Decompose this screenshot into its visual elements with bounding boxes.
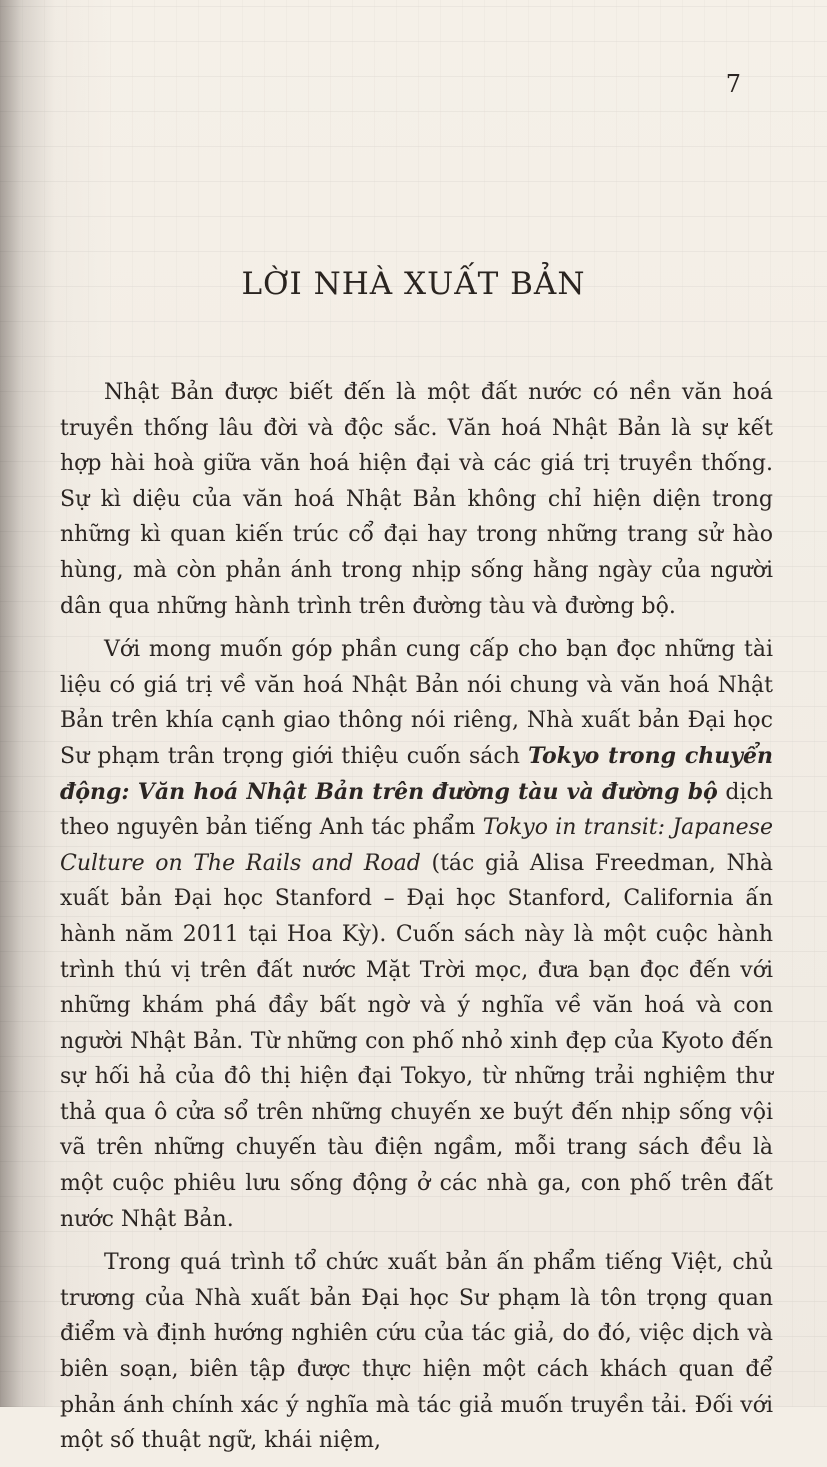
page-number: 7 [725,70,741,98]
page-title: LỜI NHÀ XUẤT BẢN [241,266,586,302]
paragraph-3: Trong quá trình tổ chức xuất bản ấn phẩm tiếng Việt, chủ trương của Nhà xuất bản Đại học Sư phạm là tôn trọng quan điểm và định hướng nghiên cứu của tác giả, do đó, việc dịch và biên soạn, biên tập được thực hiện một cách khách quan để phản ánh chính xác ý nghĩa mà tác giả muốn truyền tải. Đối với một số thuật ngữ, khái niệm, [60,1250,773,1454]
body-text [60,375,773,1467]
paragraph-2-part-2: dịch theo nguyên bản tiếng Anh tác phẩm [60,779,773,841]
paragraph-1: Nhật Bản được biết đến là một đất nước có nền văn hoá truyền thống lâu đời và độc sắc. Văn hoá Nhật Bản là sự kết hợp hài hoà giữa văn hoá hiện đại và các giá trị truyền thống. Sự kì diệu của văn hoá Nhật Bản không chỉ hiện diện trong những kì quan kiến trúc cổ đại hay trong những trang sử hào hùng, mà còn phản ánh trong nhịp sống hằng ngày của người dân qua những hành trình trên đường tàu và đường bộ. [60,380,773,619]
vietnamese-book-title: Tokyo trong chuyển động: Văn hoá Nhật Bản trên đường tàu và đường bộ [60,742,773,805]
paragraph-2-part-1: Với mong muốn góp phần cung cấp cho bạn đọc những tài liệu có giá trị về văn hoá Nhật Bản nói chung và văn hoá Nhật Bản trên khía cạnh giao thông nói riêng, Nhà xuất bản Đại học Sư phạm trân trọng giới thiệu cuốn sách [60,637,773,769]
paragraph-2 [60,632,773,1237]
english-book-title: Tokyo in transit: Japanese Culture on The Rails and Road [60,815,773,876]
paragraph-2-part-3: (tác giả Alisa Freedman, Nhà xuất bản Đại học Stanford – Đại học Stanford, California ấn hành năm 2011 tại Hoa Kỳ). Cuốn sách này là một cuộc hành trình thú vị trên đất nước Mặt Trời mọc, đưa bạn đọc đến với những khám phá đầy bất ngờ và ý nghĩa về văn hoá và con người Nhật Bản. Từ những con phố nhỏ xinh đẹp của Kyoto đến sự hối hả của đô thị hiện đại Tokyo, từ những trải nghiệm thư thả qua ô cửa sổ trên những chuyến xe buýt đến nhịp sống vội vã trên những chuyến tàu điện ngầm, mỗi trang sách đều là một cuộc phiêu lưu sống động ở các nhà ga, con phố trên đất nước Nhật Bản. [60,850,773,1232]
